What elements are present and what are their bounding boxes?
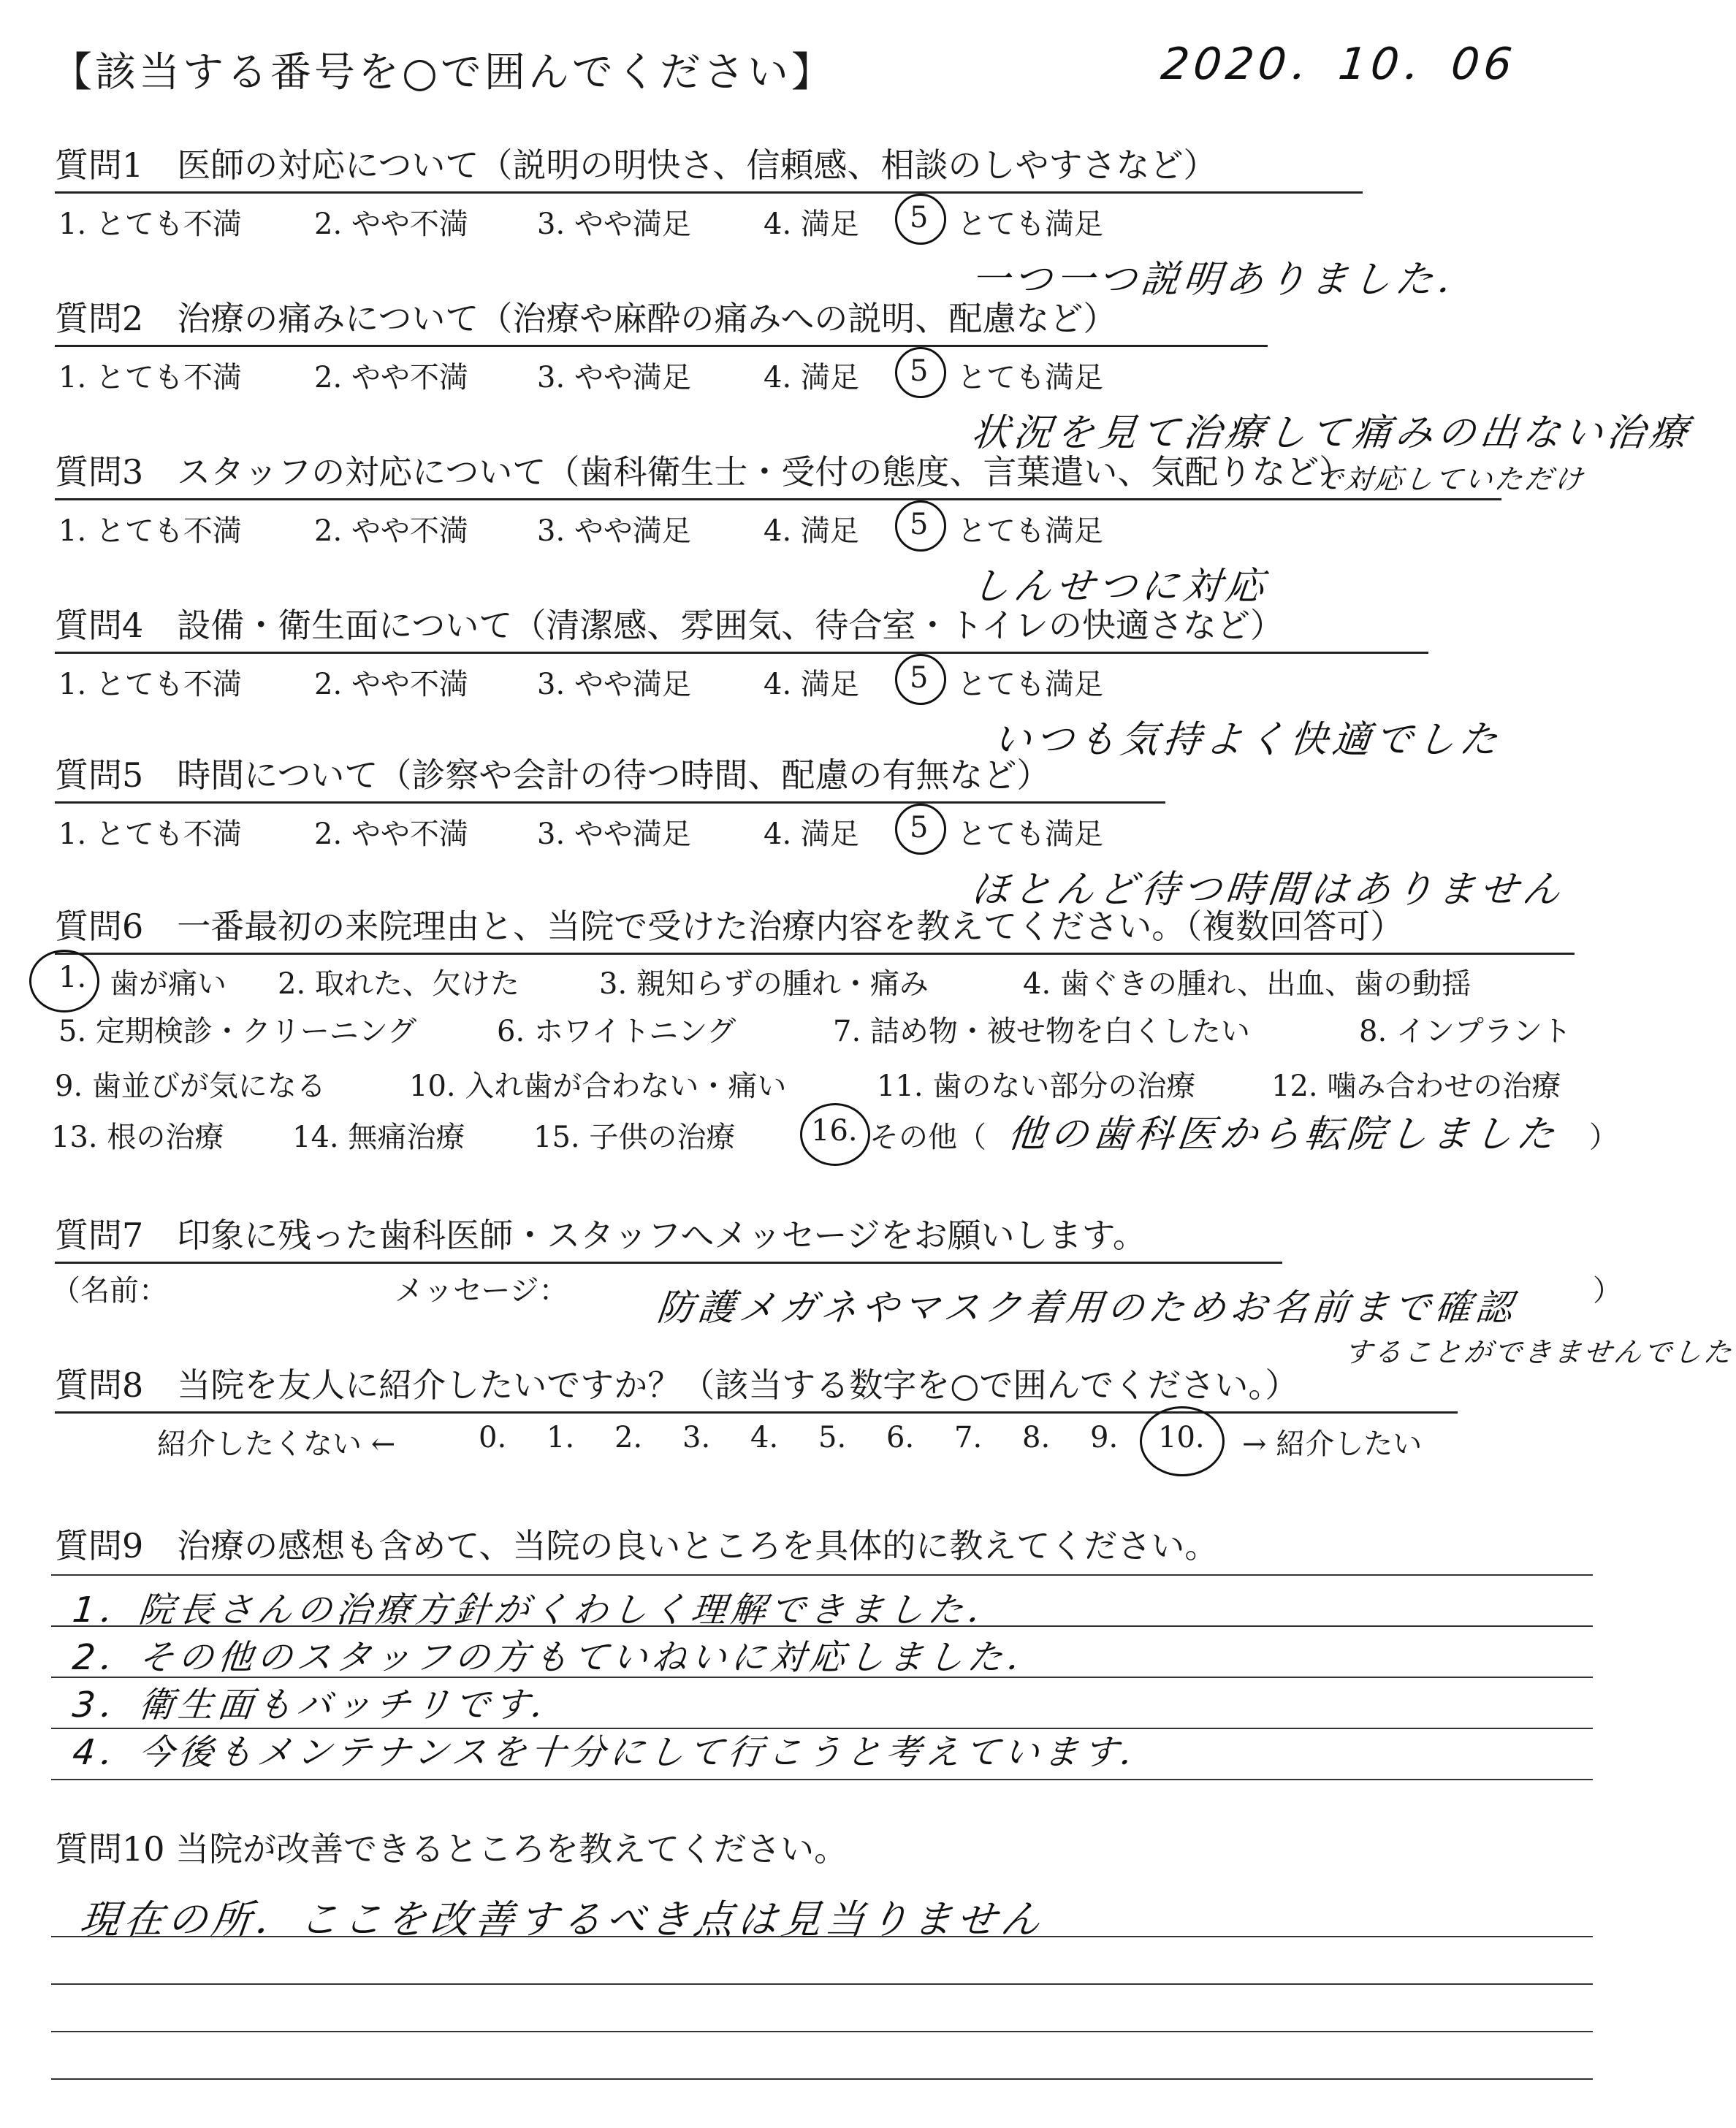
handwritten-date: 2020．10．06: [1158, 39, 1519, 90]
q6-other-comment: 他の歯科医から転院しました: [1005, 1113, 1561, 1156]
q6-option-16-number[interactable]: 16.: [811, 1114, 858, 1148]
q6-option-12[interactable]: 12. 噛み合わせの治療: [1271, 1069, 1561, 1103]
q1-option-5[interactable]: 5: [910, 201, 929, 234]
q8-scale-6[interactable]: 6.: [886, 1421, 915, 1454]
q1-option-4[interactable]: 4. 満足: [764, 207, 859, 241]
q6-option-2[interactable]: 2. 取れた、欠けた: [278, 967, 519, 1001]
q6-option-3[interactable]: 3. 親知らずの腫れ・痛み: [599, 967, 929, 1001]
q6-title: 質問6 一番最初の来院理由と、当院で受けた治療内容を教えてください。（複数回答可）: [55, 900, 1575, 955]
q6-close-paren: ）: [1589, 1121, 1618, 1154]
q9-answer-4: 4．今後もメンテナンスを十分にして行こうと考えています．: [70, 1732, 1162, 1773]
q8-selected-circle: [1140, 1406, 1225, 1476]
q6-option-10[interactable]: 10. 入れ歯が合わない・痛い: [409, 1069, 787, 1103]
q10-line-4: [51, 2078, 1593, 2080]
q2-title: 質問2 治療の痛みについて（治療や麻酔の痛みへの説明、配慮など）: [55, 292, 1268, 347]
q6-option-1-circle: [29, 950, 99, 1012]
q4-title: 質問4 設備・衛生面について（清潔感、雰囲気、待合室・トイレの快適さなど）: [55, 599, 1428, 654]
q4-option-3[interactable]: 3. やや満足: [537, 668, 691, 701]
q10-title: 質問10 当院が改善できるところを教えてください。: [55, 1829, 848, 1869]
q1-title: 質問1 医師の対応について（説明の明快さ、信頼感、相談のしやすさなど）: [55, 139, 1363, 194]
q8-left-label: 紹介したくない ←: [157, 1427, 396, 1461]
q9-line-5: [51, 1779, 1593, 1780]
q6-option-14[interactable]: 14. 無痛治療: [292, 1121, 465, 1154]
q3-option-4[interactable]: 4. 満足: [764, 514, 859, 548]
q8-scale-8[interactable]: 8.: [1022, 1421, 1051, 1454]
q8-scale-3[interactable]: 3.: [682, 1421, 711, 1454]
q1-selected-circle: [895, 194, 946, 245]
q8-scale-9[interactable]: 9.: [1090, 1421, 1119, 1454]
q5-option-5[interactable]: 5: [910, 811, 929, 844]
q6-option-15[interactable]: 15. 子供の治療: [533, 1121, 736, 1154]
q9-answer-2: 2．その他のスタッフの方もていねいに対応しました．: [70, 1637, 1049, 1678]
page-title: 【該当する番号を○で囲んでください】: [51, 49, 835, 96]
q8-scale-10[interactable]: 10.: [1158, 1421, 1205, 1454]
q1-option-2[interactable]: 2. やや不満: [314, 207, 468, 241]
q6-option-11[interactable]: 11. 歯のない部分の治療: [877, 1069, 1196, 1103]
q7-close-paren: ）: [1593, 1274, 1622, 1308]
q9-title: 質問9 治療の感想も含めて、当院の良いところを具体的に教えてください。: [55, 1526, 1219, 1566]
q5-selected-circle: [895, 804, 946, 855]
q7-message-cont: することができませんでした: [1342, 1336, 1735, 1368]
q5-option-4[interactable]: 4. 満足: [764, 817, 859, 851]
q3-option-1[interactable]: 1. とても不満: [58, 514, 242, 548]
q8-right-label: → 紹介したい: [1242, 1427, 1423, 1461]
q1-option-3[interactable]: 3. やや満足: [537, 207, 691, 241]
q7-message: 防護メガネやマスク着用のためお名前まで確認: [655, 1286, 1519, 1329]
q8-scale-5[interactable]: 5.: [818, 1421, 847, 1454]
q6-option-16[interactable]: その他（: [869, 1121, 986, 1154]
q8-scale-7[interactable]: 7.: [954, 1421, 983, 1454]
q2-option-5[interactable]: 5: [910, 354, 929, 388]
q6-option-1-number[interactable]: 1.: [58, 961, 87, 994]
q3-option-5[interactable]: 5: [910, 508, 929, 541]
q5-option-1[interactable]: 1. とても不満: [58, 817, 242, 851]
q5-option-3[interactable]: 3. やや満足: [537, 817, 691, 851]
q8-scale-0[interactable]: 0.: [479, 1421, 507, 1454]
q7-message-label: メッセージ：: [395, 1274, 568, 1308]
q3-selected-circle: [895, 500, 946, 552]
q1-option-1[interactable]: 1. とても不満: [58, 207, 242, 241]
q10-answer: 現在の所．ここを改善するべき点は見当りません: [77, 1896, 1047, 1942]
q8-title: 質問8 当院を友人に紹介したいですか？（該当する数字を○で囲んでください。）: [55, 1359, 1458, 1414]
q8-scale-2[interactable]: 2.: [614, 1421, 643, 1454]
q6-option-9[interactable]: 9. 歯並びが気になる: [55, 1069, 326, 1103]
q6-option-6[interactable]: 6. ホワイトニング: [497, 1015, 736, 1048]
q2-option-1[interactable]: 1. とても不満: [58, 361, 242, 394]
q2-selected-circle: [895, 347, 946, 398]
q6-option-16-circle: [800, 1103, 870, 1166]
q3-title: 質問3 スタッフの対応について（歯科衛生士・受付の態度、言葉遣い、気配りなど）: [55, 446, 1501, 500]
q5-option-2[interactable]: 2. やや不満: [314, 817, 468, 851]
q7-title: 質問7 印象に残った歯科医師・スタッフへメッセージをお願いします。: [55, 1209, 1282, 1264]
q8-scale-4[interactable]: 4.: [750, 1421, 779, 1454]
q6-option-7[interactable]: 7. 詰め物・被せ物を白くしたい: [833, 1015, 1250, 1048]
q3-option-3[interactable]: 3. やや満足: [537, 514, 691, 548]
q4-option-4[interactable]: 4. 満足: [764, 668, 859, 701]
q7-name-label: （名前：: [51, 1274, 168, 1308]
q2-comment: 状況を見て治療して痛みの出ない治療: [969, 411, 1694, 455]
q1-comment: 一つ一つ説明ありました．: [969, 258, 1482, 302]
q4-selected-circle: [895, 654, 946, 705]
q6-option-5[interactable]: 5. 定期検診・クリーニング: [58, 1015, 417, 1048]
q5-option-6[interactable]: とても満足: [957, 817, 1103, 851]
q9-line-1: [51, 1574, 1593, 1576]
q4-option-6[interactable]: とても満足: [957, 668, 1103, 701]
q3-comment: しんせつに対応: [969, 565, 1271, 609]
q2-option-3[interactable]: 3. やや満足: [537, 361, 691, 394]
q6-option-8[interactable]: 8. インプラント: [1359, 1015, 1572, 1048]
q2-option-6[interactable]: とても満足: [957, 361, 1103, 394]
q9-answer-3: 3．衛生面もバッチリです．: [70, 1685, 573, 1725]
q4-option-5[interactable]: 5: [910, 661, 929, 695]
q6-option-1[interactable]: 歯が痛い: [110, 967, 226, 1001]
q4-comment: いつも気持よく快適でした: [991, 718, 1504, 762]
q4-option-2[interactable]: 2. やや不満: [314, 668, 468, 701]
q2-option-4[interactable]: 4. 満足: [764, 361, 859, 394]
q2-comment-cont: で対応していただけ: [1313, 463, 1586, 495]
q3-option-6[interactable]: とても満足: [957, 514, 1103, 548]
q10-line-3: [51, 2031, 1593, 2032]
q6-option-4[interactable]: 4. 歯ぐきの腫れ、出血、歯の動揺: [1023, 967, 1472, 1001]
q8-scale-1[interactable]: 1.: [547, 1421, 575, 1454]
q5-comment: ほとんど待つ時間はありません: [969, 868, 1567, 912]
q4-option-1[interactable]: 1. とても不満: [58, 668, 242, 701]
q2-option-2[interactable]: 2. やや不満: [314, 361, 468, 394]
q3-option-2[interactable]: 2. やや不満: [314, 514, 468, 548]
q1-option-6[interactable]: とても満足: [957, 207, 1103, 241]
q9-answer-1: 1．院長さんの治療方針がくわしく理解できました．: [70, 1590, 1010, 1631]
q5-title: 質問5 時間について（診察や会計の待つ時間、配慮の有無など）: [55, 749, 1165, 804]
q10-line-2: [51, 1983, 1593, 1985]
q6-option-13[interactable]: 13. 根の治療: [51, 1121, 224, 1154]
